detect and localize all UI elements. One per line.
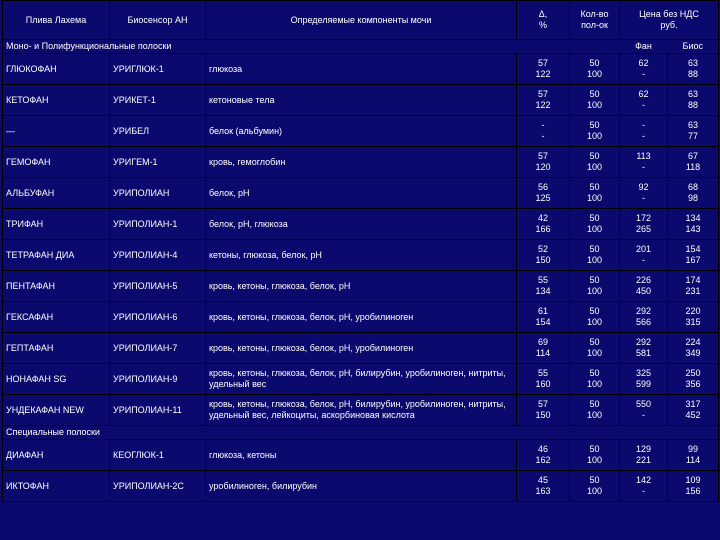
cell-count-bottom: 100	[586, 486, 603, 496]
cell-price-fan-top: 550	[635, 399, 652, 409]
cell-delta-top: 55	[537, 368, 548, 378]
cell-delta	[517, 209, 570, 240]
cell-price-bios	[668, 209, 719, 240]
cell-count	[570, 271, 620, 302]
cell-biosensor: КЕОГЛЮК-1	[110, 440, 206, 471]
cell-count	[570, 178, 620, 209]
header-pliva: Плива Лахема	[3, 1, 110, 40]
cell-delta-bottom: 162	[535, 455, 551, 465]
cell-price-bios-bottom: 114	[685, 455, 701, 465]
cell-count-bottom: 100	[586, 224, 603, 234]
cell-price-bios	[668, 395, 719, 426]
cell-price-fan-bottom: 221	[635, 455, 652, 465]
section-special-title: Специальные полоски	[3, 426, 719, 440]
cell-pliva: КЕТОФАН	[3, 85, 110, 116]
cell-price-bios-top: 63	[688, 89, 699, 99]
cell-biosensor: УРИПОЛИАН-7	[110, 333, 206, 364]
cell-delta-top: 45	[537, 475, 548, 485]
header-components: Определяемые компоненты мочи	[206, 1, 517, 40]
cell-count-bottom: 100	[586, 410, 603, 420]
header-count-l1: Кол-во	[580, 9, 609, 19]
cell-price-bios-bottom: 452	[685, 410, 701, 420]
table-row	[3, 364, 719, 395]
cell-price-fan-bottom: -	[642, 410, 645, 420]
cell-components: глюкоза, кетоны	[206, 440, 517, 471]
cell-delta-top: -	[541, 120, 545, 130]
cell-biosensor: УРИПОЛИАН	[110, 178, 206, 209]
cell-price-bios	[668, 240, 719, 271]
cell-price-bios-bottom: 88	[688, 100, 699, 110]
cell-price-fan-top: 92	[638, 182, 649, 192]
cell-price-bios	[668, 54, 719, 85]
cell-delta-top: 46	[537, 444, 548, 454]
cell-price-bios-bottom: 98	[688, 193, 699, 203]
cell-price-bios-top: 174	[685, 275, 701, 285]
cell-price-fan-top: 292	[635, 306, 652, 316]
cell-price-fan	[620, 116, 668, 147]
cell-price-bios	[668, 364, 719, 395]
cell-delta-top: 56	[537, 182, 548, 192]
cell-price-fan-bottom: 581	[635, 348, 652, 358]
cell-delta	[517, 116, 570, 147]
cell-price-fan-top: 129	[635, 444, 652, 454]
cell-components: кровь, кетоны, глюкоза, белок, рН, билирубин, уробилиноген, нитриты, удельный вес, лейкоциты, аскорбиновая кислота	[206, 395, 517, 426]
cell-delta-bottom: 122	[535, 69, 551, 79]
cell-price-bios-top: 68	[688, 182, 699, 192]
cell-components: кетоны, глюкоза, белок, рН	[206, 240, 517, 271]
table-row	[3, 147, 719, 178]
cell-price-bios-top: 134	[685, 213, 701, 223]
cell-count-bottom: 100	[586, 193, 603, 203]
cell-count	[570, 147, 620, 178]
cell-pliva: НОНАФАН SG	[3, 364, 110, 395]
cell-components: белок (альбумин)	[206, 116, 517, 147]
cell-delta-bottom: 122	[535, 100, 551, 110]
cell-price-bios-top: 224	[685, 337, 701, 347]
cell-price-bios	[668, 271, 719, 302]
cell-price-bios	[668, 116, 719, 147]
cell-price-fan	[620, 471, 668, 502]
cell-price-bios-bottom: 143	[685, 224, 701, 234]
cell-price-fan-top: 325	[635, 368, 652, 378]
cell-delta-top: 55	[537, 275, 548, 285]
cell-count-top: 50	[589, 306, 600, 316]
cell-count-top: 50	[589, 475, 600, 485]
cell-components: белок, рН, глюкоза	[206, 209, 517, 240]
table-row	[3, 209, 719, 240]
cell-delta-bottom: 150	[535, 255, 551, 265]
cell-price-bios	[668, 440, 719, 471]
cell-count	[570, 395, 620, 426]
cell-price-fan	[620, 209, 668, 240]
cell-price-bios-bottom: 315	[685, 317, 701, 327]
cell-price-fan-bottom: 599	[635, 379, 652, 389]
cell-price-fan-top: 201	[635, 244, 652, 254]
cell-count-top: 50	[589, 444, 600, 454]
cell-pliva: ПЕНТАФАН	[3, 271, 110, 302]
cell-delta-top: 57	[537, 89, 548, 99]
cell-count-bottom: 100	[586, 255, 603, 265]
cell-price-bios	[668, 178, 719, 209]
cell-delta	[517, 471, 570, 502]
cell-delta-top: 69	[537, 337, 548, 347]
cell-biosensor: УРИПОЛИАН-6	[110, 302, 206, 333]
cell-count-bottom: 100	[586, 162, 603, 172]
cell-biosensor: УРИПОЛИАН-4	[110, 240, 206, 271]
cell-delta	[517, 364, 570, 395]
cell-count	[570, 333, 620, 364]
cell-biosensor: УРИПОЛИАН-5	[110, 271, 206, 302]
cell-count-top: 50	[589, 182, 600, 192]
cell-pliva: ГЕКСАФАН	[3, 302, 110, 333]
cell-pliva: ГЛЮКОФАН	[3, 54, 110, 85]
cell-price-fan-bottom: -	[642, 69, 645, 79]
header-biosensor: Биосенсор АН	[110, 1, 206, 40]
table-row	[3, 85, 719, 116]
cell-price-bios	[668, 333, 719, 364]
cell-count-top: 50	[589, 213, 600, 223]
table-row	[3, 116, 719, 147]
cell-price-bios-top: 99	[688, 444, 699, 454]
cell-price-fan-top: 62	[638, 89, 649, 99]
header-price-l1: Цена без НДС	[639, 9, 699, 19]
cell-count-bottom: 100	[586, 286, 603, 296]
cell-count	[570, 54, 620, 85]
cell-price-fan	[620, 240, 668, 271]
table-row	[3, 240, 719, 271]
cell-price-fan-bottom: -	[642, 193, 645, 203]
cell-price-fan-top: -	[642, 120, 645, 130]
cell-delta	[517, 333, 570, 364]
cell-delta-bottom: 166	[535, 224, 551, 234]
header-delta	[517, 1, 570, 40]
cell-delta	[517, 271, 570, 302]
cell-price-bios-bottom: 77	[688, 131, 699, 141]
cell-pliva: УНДЕКАФАН NEW	[3, 395, 110, 426]
subheader-bios: Биос	[668, 40, 719, 54]
cell-delta-bottom: 125	[535, 193, 551, 203]
cell-price-fan-top: 226	[635, 275, 652, 285]
cell-components: кровь, кетоны, глюкоза, белок, рН	[206, 271, 517, 302]
cell-price-bios-top: 67	[688, 151, 699, 161]
cell-price-fan	[620, 178, 668, 209]
cell-delta	[517, 440, 570, 471]
cell-delta-top: 57	[537, 399, 548, 409]
section-mono-row	[3, 40, 719, 54]
cell-price-fan-top: 113	[636, 151, 651, 161]
cell-delta-top: 61	[537, 306, 548, 316]
cell-price-fan	[620, 271, 668, 302]
cell-price-fan	[620, 395, 668, 426]
cell-count	[570, 364, 620, 395]
cell-delta	[517, 302, 570, 333]
subheader-fan: Фан	[620, 40, 668, 54]
cell-price-fan-top: 292	[635, 337, 652, 347]
cell-biosensor: УРИБЕЛ	[110, 116, 206, 147]
header-delta-l2: %	[538, 20, 547, 30]
cell-price-bios-bottom: 349	[685, 348, 701, 358]
cell-price-fan	[620, 147, 668, 178]
cell-price-bios-top: 154	[685, 244, 701, 254]
cell-delta-bottom: 134	[535, 286, 551, 296]
cell-components: кетоновые тела	[206, 85, 517, 116]
cell-price-fan	[620, 440, 668, 471]
table-row	[3, 302, 719, 333]
cell-count-top: 50	[589, 89, 600, 99]
cell-price-bios	[668, 302, 719, 333]
cell-count	[570, 471, 620, 502]
cell-price-bios-bottom: 88	[688, 69, 699, 79]
cell-count-bottom: 100	[586, 100, 603, 110]
cell-price-bios-bottom: 231	[685, 286, 701, 296]
cell-count	[570, 116, 620, 147]
cell-count	[570, 209, 620, 240]
table-row	[3, 395, 719, 426]
cell-price-fan-bottom: -	[642, 131, 645, 141]
cell-delta-bottom: 120	[535, 162, 551, 172]
cell-price-fan	[620, 85, 668, 116]
cell-delta-top: 52	[537, 244, 548, 254]
cell-count-top: 50	[589, 368, 600, 378]
cell-price-fan-bottom: 265	[635, 224, 652, 234]
cell-price-bios-top: 250	[685, 368, 701, 378]
cell-pliva: ТРИФАН	[3, 209, 110, 240]
cell-delta-bottom: 163	[535, 486, 551, 496]
cell-price-fan	[620, 364, 668, 395]
cell-price-fan-bottom: 566	[635, 317, 652, 327]
section-special-row	[3, 426, 719, 440]
table-row	[3, 178, 719, 209]
cell-count-bottom: 100	[586, 131, 603, 141]
cell-price-bios-top: 63	[688, 58, 699, 68]
table-row	[3, 333, 719, 364]
cell-biosensor: УРИПОЛИАН-2С	[110, 471, 206, 502]
cell-count-bottom: 100	[586, 348, 603, 358]
cell-price-bios-bottom: 156	[685, 486, 701, 496]
cell-components: кровь, гемоглобин	[206, 147, 517, 178]
cell-count-bottom: 100	[586, 317, 603, 327]
cell-delta-bottom: 150	[535, 410, 551, 420]
cell-delta-bottom: 154	[535, 317, 551, 327]
cell-pliva: ГЕПТАФАН	[3, 333, 110, 364]
cell-pliva: —	[3, 116, 110, 147]
cell-biosensor: УРИПОЛИАН-9	[110, 364, 206, 395]
cell-count	[570, 240, 620, 271]
cell-price-bios-bottom: 356	[685, 379, 701, 389]
cell-count-top: 50	[589, 399, 600, 409]
cell-delta-bottom: 114	[535, 348, 551, 358]
cell-pliva: ГЕМОФАН	[3, 147, 110, 178]
cell-price-bios-top: 109	[685, 475, 701, 485]
cell-delta-top: 57	[537, 58, 548, 68]
cell-pliva: ДИАФАН	[3, 440, 110, 471]
header-count	[570, 1, 620, 40]
cell-delta-top: 42	[537, 213, 548, 223]
cell-price-bios-top: 317	[685, 399, 701, 409]
cell-price-bios	[668, 147, 719, 178]
cell-count-top: 50	[589, 244, 600, 254]
section-mono-title: Моно- и Полифункциональные полоски	[3, 40, 620, 54]
price-table	[2, 0, 719, 502]
cell-delta-bottom: 160	[535, 379, 551, 389]
cell-count-bottom: 100	[586, 455, 603, 465]
cell-components: уробилиноген, билирубин	[206, 471, 517, 502]
cell-pliva: АЛЬБУФАН	[3, 178, 110, 209]
cell-count	[570, 85, 620, 116]
cell-delta	[517, 178, 570, 209]
cell-price-fan	[620, 302, 668, 333]
cell-price-bios	[668, 85, 719, 116]
cell-count-bottom: 100	[586, 69, 603, 79]
cell-count-top: 50	[589, 120, 600, 130]
header-price	[620, 1, 719, 40]
cell-price-fan-bottom: -	[642, 162, 645, 172]
cell-biosensor: УРИГЛЮК-1	[110, 54, 206, 85]
header-row	[3, 1, 719, 40]
cell-price-bios-bottom: 118	[685, 162, 701, 172]
cell-price-fan	[620, 333, 668, 364]
cell-count-top: 50	[589, 58, 600, 68]
header-price-l2: руб.	[660, 20, 678, 30]
table-row	[3, 440, 719, 471]
cell-price-bios-top: 63	[688, 120, 699, 130]
cell-delta	[517, 147, 570, 178]
cell-delta-bottom: -	[541, 131, 545, 141]
table-row	[3, 54, 719, 85]
cell-biosensor: УРИГЕМ-1	[110, 147, 206, 178]
cell-price-fan-bottom: 450	[635, 286, 652, 296]
cell-count	[570, 440, 620, 471]
cell-price-bios	[668, 471, 719, 502]
cell-delta	[517, 240, 570, 271]
cell-count	[570, 302, 620, 333]
cell-price-fan-top: 62	[638, 58, 649, 68]
cell-components: кровь, кетоны, глюкоза, белок, рН, уробилиноген	[206, 302, 517, 333]
table-row	[3, 471, 719, 502]
cell-components: белок, рН	[206, 178, 517, 209]
cell-components: кровь, кетоны, глюкоза, белок, рН, уробилиноген	[206, 333, 517, 364]
cell-price-fan-bottom: -	[642, 100, 645, 110]
cell-price-fan	[620, 54, 668, 85]
cell-price-fan-top: 172	[635, 213, 652, 223]
cell-biosensor: УРИПОЛИАН-11	[110, 395, 206, 426]
cell-price-bios-top: 220	[685, 306, 701, 316]
cell-count-bottom: 100	[586, 379, 603, 389]
cell-pliva: ТЕТРАФАН ДИА	[3, 240, 110, 271]
cell-components: глюкоза	[206, 54, 517, 85]
cell-biosensor: УРИПОЛИАН-1	[110, 209, 206, 240]
cell-biosensor: УРИКЕТ-1	[110, 85, 206, 116]
cell-delta	[517, 54, 570, 85]
header-count-l2: пол-ок	[581, 20, 608, 30]
cell-delta	[517, 85, 570, 116]
cell-count-top: 50	[589, 151, 600, 161]
header-delta-l1: Δ,	[538, 9, 548, 19]
cell-price-fan-top: 142	[635, 475, 652, 485]
cell-components: кровь, кетоны, глюкоза, белок, рН, билирубин, уробилиноген, нитриты, удельный вес	[206, 364, 517, 395]
cell-count-top: 50	[589, 275, 600, 285]
cell-delta-top: 57	[537, 151, 548, 161]
cell-pliva: ИКТОФАН	[3, 471, 110, 502]
cell-delta	[517, 395, 570, 426]
cell-price-bios-bottom: 167	[685, 255, 701, 265]
cell-count-top: 50	[589, 337, 600, 347]
cell-price-fan-bottom: -	[642, 255, 645, 265]
cell-price-fan-bottom: -	[642, 486, 645, 496]
table-row	[3, 271, 719, 302]
